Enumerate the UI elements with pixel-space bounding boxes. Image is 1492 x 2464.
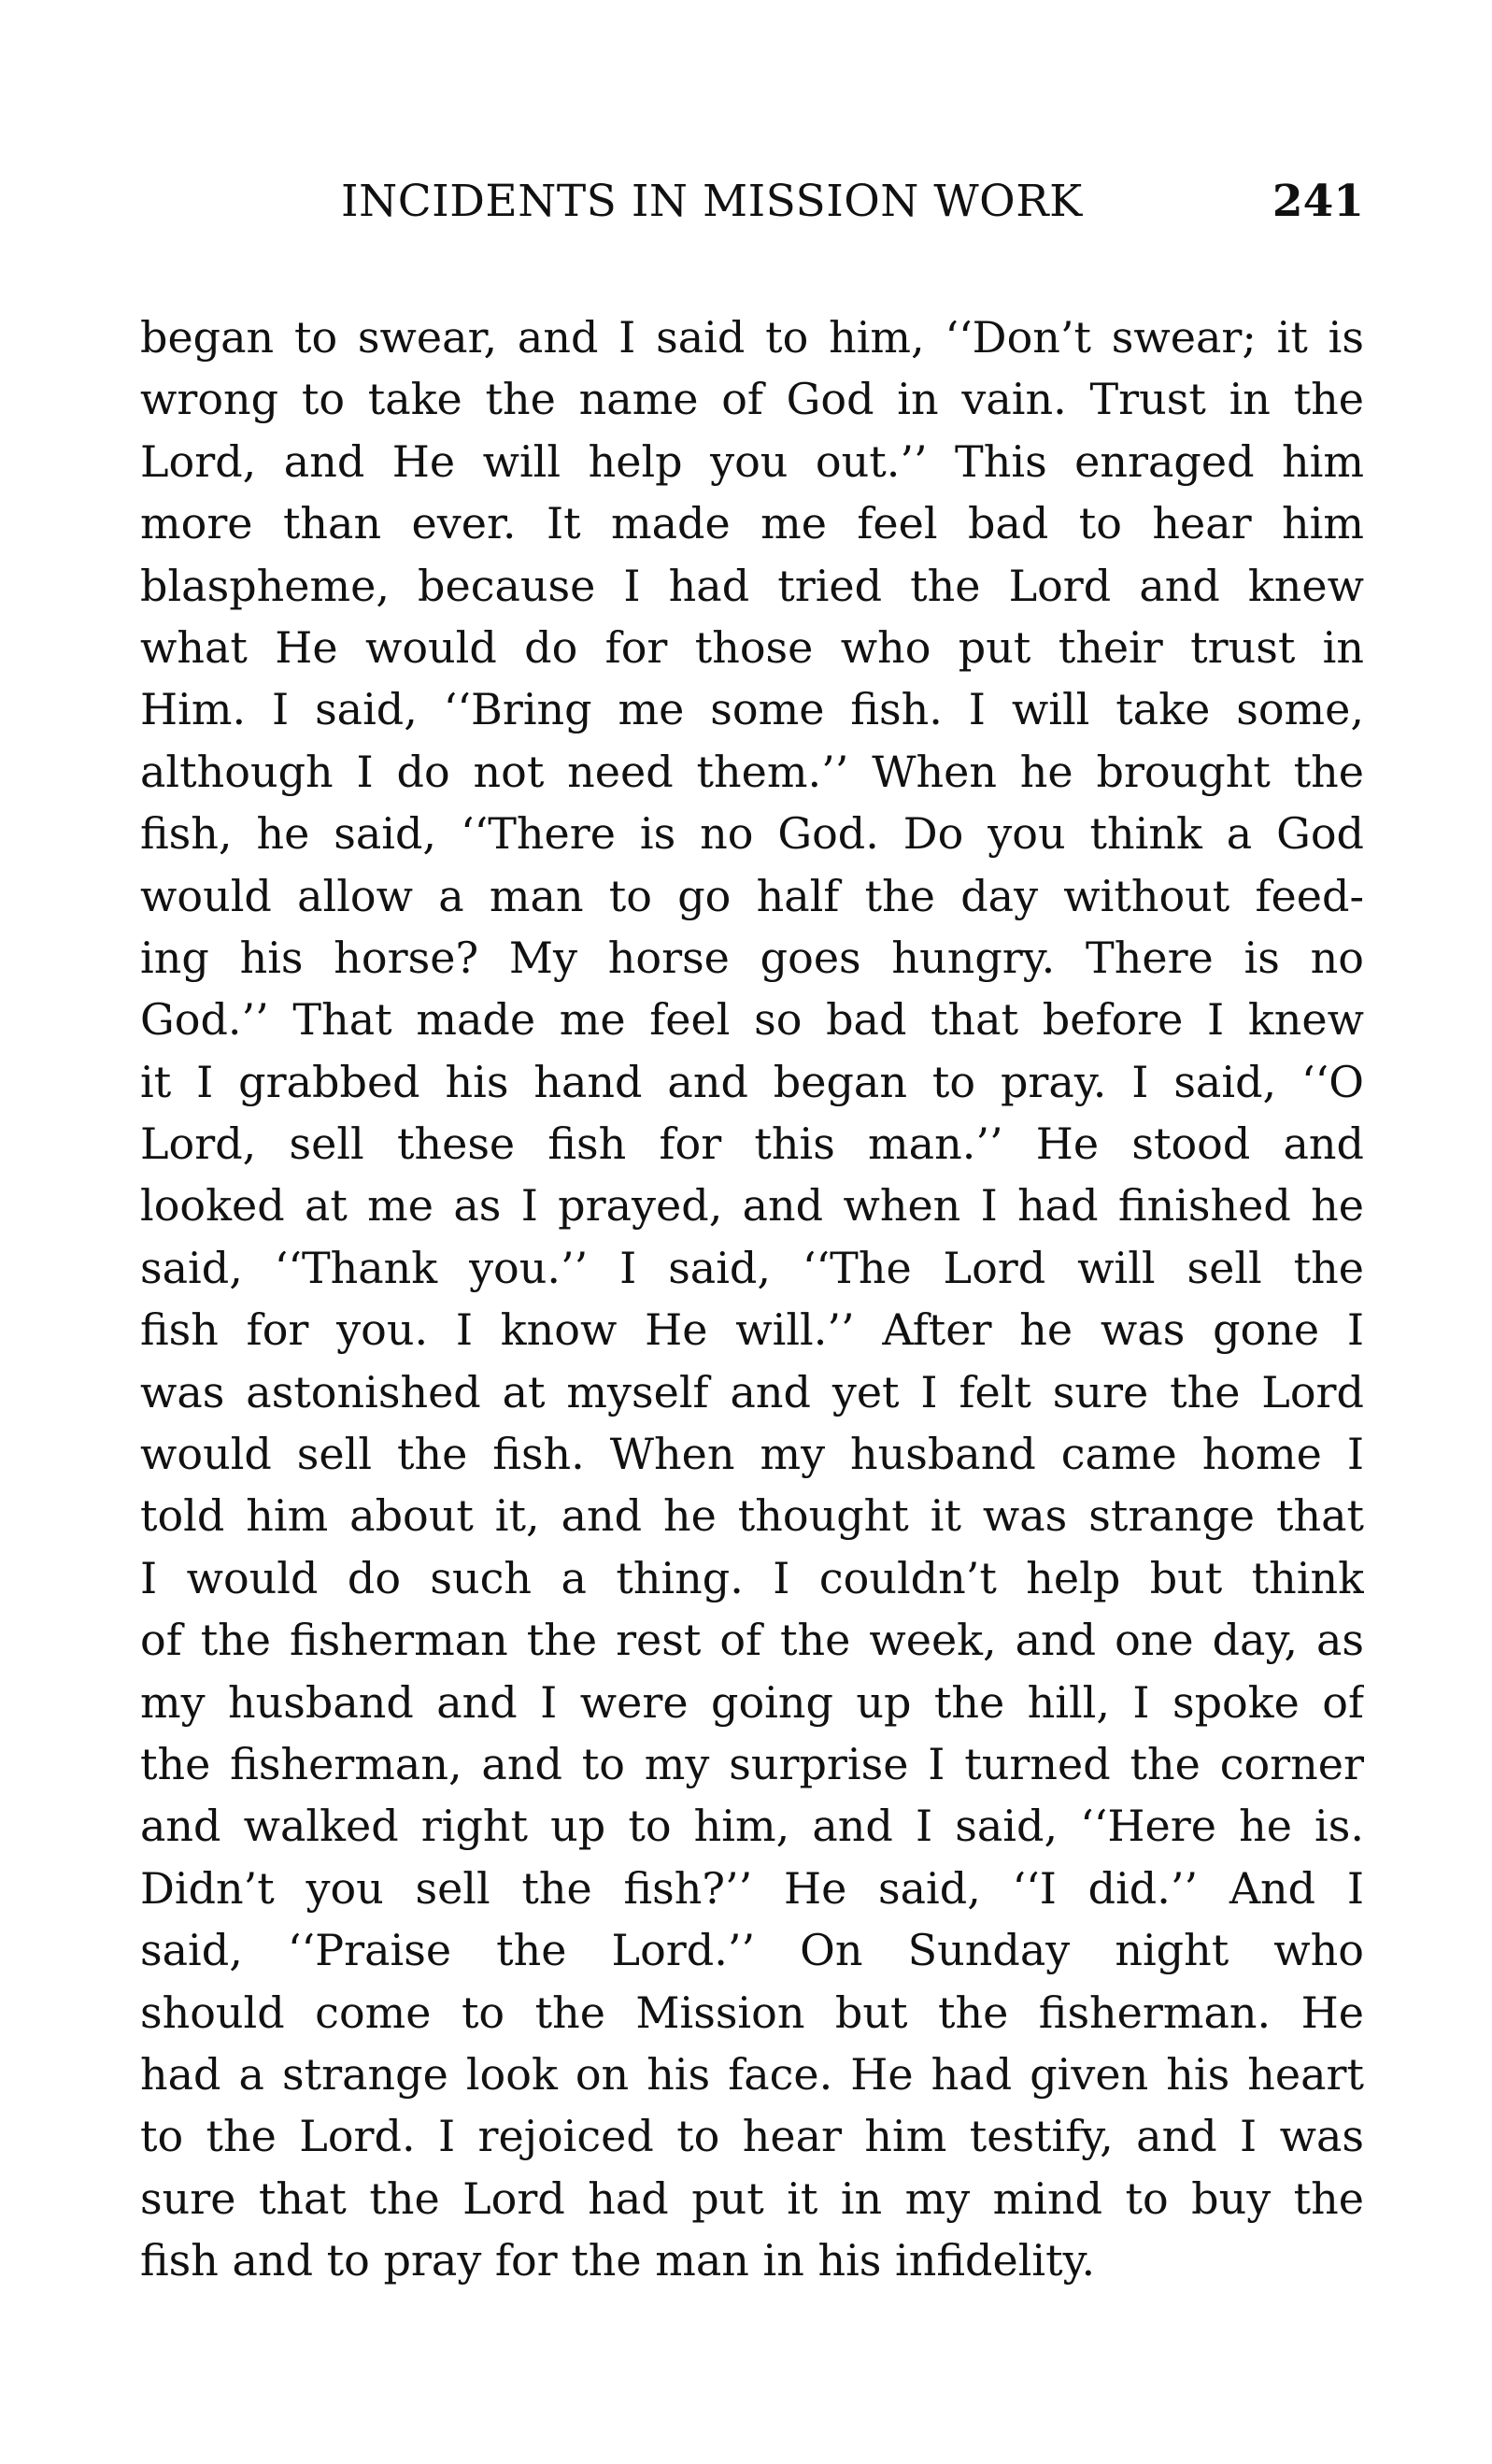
text-line: fish and to pray for the man in his infidelity. <box>140 2235 1096 2286</box>
text-line: should come to the Mission but the fisherman. He <box>140 1987 1364 2038</box>
text-line: Him. I said, ‘‘Bring me some fish. I will take some, <box>140 684 1364 735</box>
text-line: would allow a man to go half the day without feed- <box>140 870 1364 921</box>
text-line: the fisherman, and to my surprise I turned the corner <box>140 1738 1364 1789</box>
text-line: had a strange look on his face. He had given his heart <box>140 2048 1364 2100</box>
text-line: was astonished at myself and yet I felt sure the Lord <box>140 1366 1364 1417</box>
page-number: 241 <box>1272 176 1364 227</box>
text-line: began to swear, and I said to him, ‘‘Don’t swear; it is <box>140 312 1364 363</box>
text-line: told him about it, and he thought it was strange that <box>140 1490 1364 1542</box>
text-line: Lord, and He will help you out.’’ This enraged him <box>140 435 1364 487</box>
text-line: blaspheme, because I had tried the Lord and knew <box>140 560 1364 611</box>
text-line: Lord, sell these fish for this man.’’ He stood and <box>140 1118 1364 1170</box>
text-line: fish, he said, ‘‘There is no God. Do you think a God <box>140 808 1364 860</box>
text-line: wrong to take the name of God in vain. Trust in the <box>140 374 1364 425</box>
text-line: what He would do for those who put their trust in <box>140 621 1364 673</box>
text-line: looked at me as I prayed, and when I had finished he <box>140 1180 1364 1232</box>
text-line: my husband and I were going up the hill, I spoke of <box>140 1676 1364 1728</box>
text-line: and walked right up to him, and I said, ‘‘Here he is. <box>140 1801 1364 1852</box>
text-line: Didn’t you sell the fish?’’ He said, ‘‘I did.’’ And I <box>140 1862 1364 1914</box>
text-line: fish for you. I know He will.’’ After he was gone I <box>140 1304 1364 1356</box>
running-head <box>140 176 1364 241</box>
text-line: to the Lord. I rejoiced to hear him testify, and I was <box>140 2111 1364 2162</box>
text-line: God.’’ That made me feel so bad that before I knew <box>140 994 1364 1046</box>
text-line: more than ever. It made me feel bad to hear him <box>140 498 1364 549</box>
text-line: said, ‘‘Thank you.’’ I said, ‘‘The Lord will sell the <box>140 1242 1364 1293</box>
text-line: sure that the Lord had put it in my mind to buy the <box>140 2172 1364 2224</box>
running-title: INCIDENTS IN MISSION WORK <box>341 176 1083 227</box>
text-line: of the fisherman the rest of the week, and one day, as <box>140 1615 1364 1666</box>
text-line: said, ‘‘Praise the Lord.’’ On Sunday night who <box>140 1925 1364 1976</box>
text-line: would sell the fish. When my husband came home I <box>140 1429 1364 1480</box>
text-line: I would do such a thing. I couldn’t help but think <box>140 1552 1364 1603</box>
text-line: ing his horse? My horse goes hungry. There is no <box>140 932 1364 983</box>
text-line: it I grabbed his hand and began to pray. I said, ‘‘O <box>140 1056 1364 1107</box>
body-text <box>140 306 1364 2292</box>
text-line: although I do not need them.’’ When he brought the <box>140 746 1364 797</box>
